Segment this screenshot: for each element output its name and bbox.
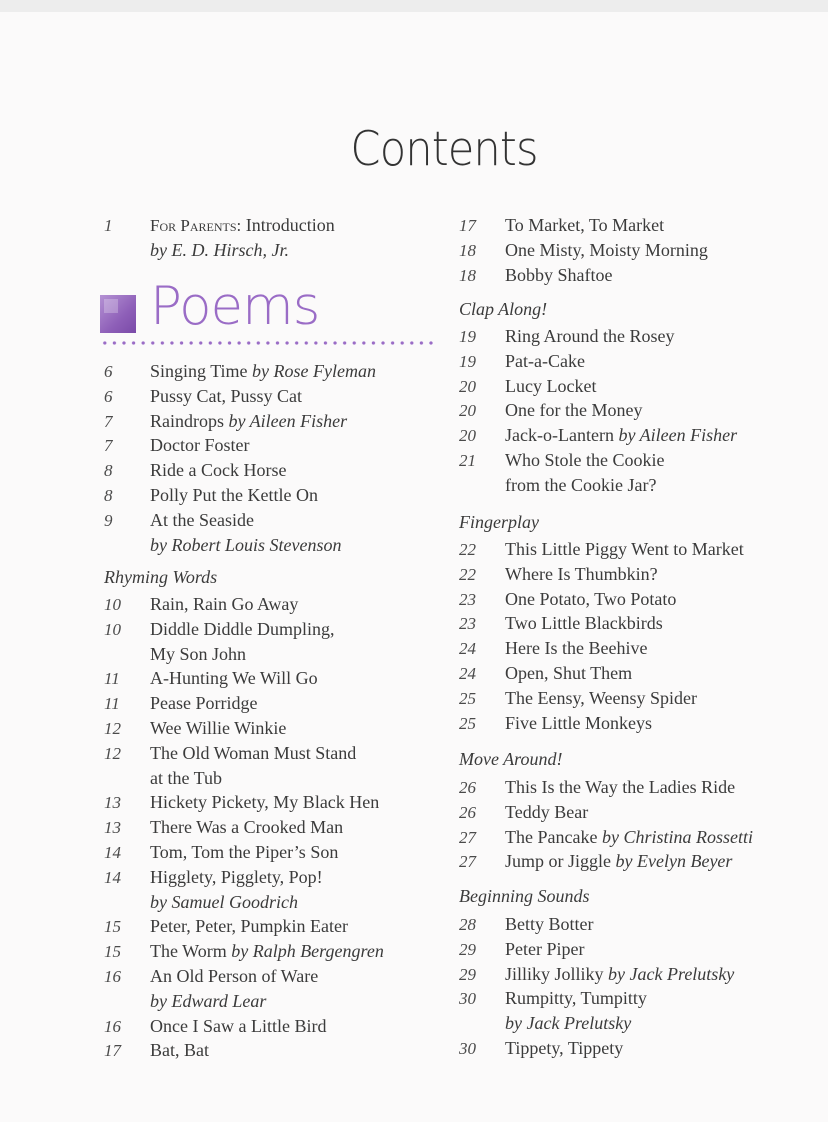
entry-title: For Parents: Introduction: [150, 215, 335, 235]
page-number: 15: [104, 942, 121, 962]
entry-title: Two Little Blackbirds: [505, 613, 663, 634]
page-number: 22: [459, 564, 476, 584]
entry-title: Teddy Bear: [505, 801, 589, 822]
entry-title: Ride a Cock Horse: [150, 460, 287, 481]
page-number: 18: [459, 265, 476, 285]
entry-title: Higglety, Pigglety, Pop!: [150, 866, 323, 887]
entry-title: Once I Saw a Little Bird: [150, 1015, 327, 1036]
entry-author: by Christina Rossetti: [601, 826, 753, 847]
entry-title: Lucy Locket: [505, 375, 597, 396]
top-bar: [0, 0, 828, 12]
page-number: 7: [104, 411, 113, 431]
entry-title: Tom, Tom the Piper’s Son: [150, 842, 339, 862]
entry-author: by Robert Louis Stevenson: [150, 534, 342, 555]
page-number: 17: [459, 216, 476, 235]
entry-title: Five Little Monkeys: [505, 712, 652, 733]
page-number: 10: [104, 619, 121, 639]
page-number: 9: [104, 510, 113, 530]
entry-title: Bobby Shaftoe: [505, 264, 613, 285]
entry-title-line2: at the Tub: [150, 767, 223, 788]
page-number: 18: [459, 240, 476, 260]
page-number: 7: [104, 436, 113, 456]
page-number: 23: [459, 614, 476, 634]
page-number: 11: [104, 669, 120, 689]
entry-title: Tippety, Tippety: [505, 1038, 624, 1058]
entry-title: Here Is the Beehive: [505, 638, 648, 659]
entry-title: Polly Put the Kettle On: [150, 485, 318, 505]
entry-title: At the Seaside: [150, 509, 254, 530]
page-number: 22: [459, 540, 476, 559]
entry-author: by Edward Lear: [150, 991, 267, 1011]
entry-author-name: by E. D. Hirsch, Jr.: [150, 240, 289, 260]
page-number: 17: [104, 1041, 121, 1061]
entry-title: The Eensy, Weensy Spider: [505, 687, 698, 708]
entry-title: Who Stole the Cookie: [505, 450, 665, 470]
entry-title-line2: [150, 890, 298, 915]
page-number: 16: [104, 1016, 121, 1036]
for-parents-label: For Parents:: [150, 216, 242, 235]
entry-title-line2: from the Cookie Jar?: [505, 475, 657, 495]
page-number: 8: [104, 486, 113, 505]
page-number: 13: [104, 818, 121, 838]
page-number: 20: [459, 426, 476, 446]
dotted-divider: [100, 340, 435, 346]
page-number: 27: [459, 827, 476, 847]
entry-author: by Aileen Fisher: [228, 410, 348, 431]
page-number: 27: [459, 852, 476, 872]
entry-title: Singing Time by Rose Fyleman: [150, 361, 376, 381]
category-heading: Rhyming Words: [104, 567, 218, 587]
entry-title: An Old Person of Ware: [150, 966, 319, 986]
entry-title: Rain, Rain Go Away: [150, 594, 299, 614]
page-number: 19: [459, 351, 476, 371]
entry-title: Hickety Pickety, My Black Hen: [150, 792, 380, 813]
page-number: 6: [104, 386, 113, 406]
page-number: 12: [104, 743, 121, 763]
entry-title: Pease Porridge: [150, 693, 258, 714]
entry-title: Ring Around the Rosey: [505, 326, 675, 346]
page-number: 20: [459, 376, 476, 396]
entry-title: Pussy Cat, Pussy Cat: [150, 385, 303, 406]
page-number: 10: [104, 595, 121, 614]
page-number: 23: [459, 589, 476, 609]
entry-title: Jilliky Jolliky by Jack Prelutsky: [505, 963, 735, 984]
entry-title: A-Hunting We Will Go: [150, 668, 318, 689]
page-number: 11: [104, 694, 120, 714]
page-number: 29: [459, 939, 476, 959]
entry-title: Pat-a-Cake: [505, 350, 585, 371]
entry-author: by Ralph Bergengren: [231, 941, 384, 962]
page-number: 20: [459, 401, 476, 421]
page-number: 16: [104, 967, 121, 986]
entry-title: One for the Money: [505, 400, 643, 421]
page-number: 15: [104, 917, 121, 937]
entry-title: To Market, To Market: [505, 215, 665, 235]
page-number: 1: [104, 216, 113, 235]
entry-title: The Worm by Ralph Bergengren: [150, 941, 384, 962]
entry-author: by Jack Prelutsky: [608, 963, 735, 984]
page-number: 24: [459, 639, 476, 659]
entry-title: Peter Piper: [505, 938, 585, 959]
entry-title-line2: My Son John: [150, 643, 247, 664]
category-heading: Move Around!: [459, 749, 563, 769]
entry-author: by Jack Prelutsky: [505, 1013, 632, 1034]
page-title: Contents: [350, 122, 538, 177]
category-heading: Beginning Sounds: [459, 886, 590, 906]
entry-title: Jump or Jiggle by Evelyn Beyer: [505, 851, 733, 872]
entry-title: One Misty, Moisty Morning: [505, 239, 708, 260]
entry-author: by Samuel Goodrich: [150, 891, 298, 912]
entry-title: One Potato, Two Potato: [505, 588, 677, 609]
entry-title: This Little Piggy Went to Market: [505, 539, 744, 559]
category-heading: Fingerplay: [459, 512, 539, 532]
page-number: 24: [459, 664, 476, 683]
entry-title-line2: [505, 1011, 631, 1036]
page-number: 30: [459, 989, 476, 1009]
page-number: 8: [104, 461, 113, 481]
page-number: 26: [459, 802, 476, 822]
entry-author: by Evelyn Beyer: [615, 851, 733, 872]
entry-title: Open, Shut Them: [505, 663, 633, 683]
entry-title: This Is the Way the Ladies Ride: [505, 777, 736, 797]
page-number: 14: [104, 867, 121, 887]
page-number: 26: [459, 778, 476, 797]
page-number: 14: [104, 843, 121, 862]
page-number: 25: [459, 713, 476, 733]
page-number: 30: [459, 1039, 476, 1058]
section-heading-poems: [100, 276, 435, 352]
page-number: 29: [459, 964, 476, 984]
entry-author: by Rose Fyleman: [252, 361, 376, 381]
entry-title: Doctor Foster: [150, 435, 250, 456]
entry-title: Jack-o-Lantern by Aileen Fisher: [505, 425, 738, 446]
page-number: 19: [459, 327, 476, 346]
entry-title: The Old Woman Must Stand: [150, 742, 357, 763]
entry-title-line2: [150, 533, 341, 558]
entry-title: The Pancake by Christina Rossetti: [505, 826, 753, 847]
page-number: 13: [104, 793, 121, 813]
page-number: 6: [104, 362, 113, 381]
entry-title: Raindrops by Aileen Fisher: [150, 410, 348, 431]
entry-title: Bat, Bat: [150, 1040, 209, 1061]
entry-author: by Aileen Fisher: [618, 425, 738, 446]
entry-title: There Was a Crooked Man: [150, 817, 344, 838]
section-marker-square: [100, 295, 136, 333]
page-number: 28: [459, 915, 476, 934]
page-number: 25: [459, 688, 476, 708]
section-title: Poems: [150, 276, 320, 337]
entry-title: Betty Botter: [505, 914, 594, 934]
category-heading: Clap Along!: [459, 299, 548, 319]
page-number: 21: [459, 451, 476, 470]
page-number: 12: [104, 719, 121, 738]
entry-title: Peter, Peter, Pumpkin Eater: [150, 916, 349, 937]
entry-title: Rumpitty, Tumpitty: [505, 988, 647, 1009]
entry-title-line2: [150, 989, 266, 1014]
entry-author: [150, 238, 289, 263]
entry-title: Diddle Diddle Dumpling,: [150, 618, 335, 639]
entry-title: Where Is Thumbkin?: [505, 563, 658, 584]
entry-title: Wee Willie Winkie: [150, 718, 287, 738]
